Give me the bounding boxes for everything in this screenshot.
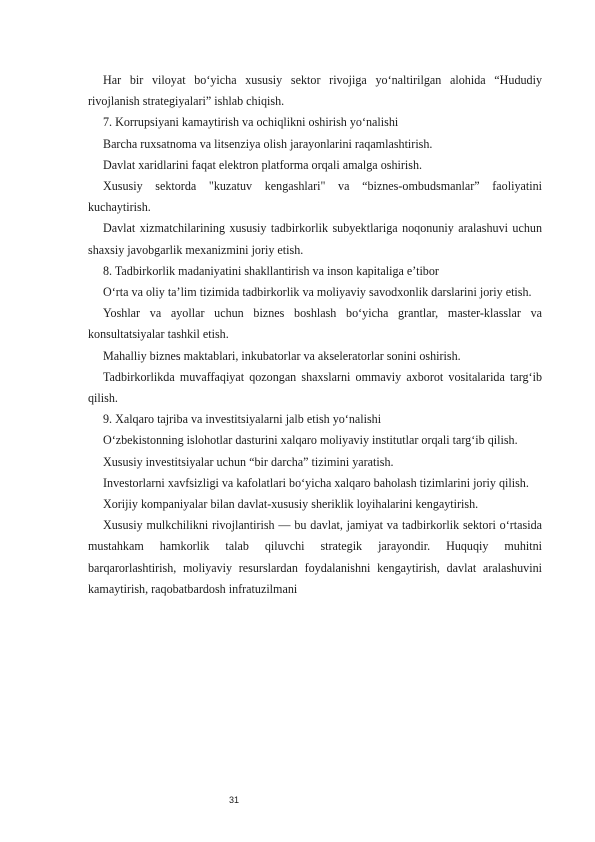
paragraph-regional-strategies: Har bir viloyat bo‘yicha xususiy sektor rivojiga yo‘naltirilgan alohida “Hududiy rivojlanish strategiyalari” ishlab chiqish.	[88, 73, 542, 109]
section-heading-8: 8. Tadbirkorlik madaniyatini shakllantirish va inson kapitaliga e’tibor	[103, 263, 439, 278]
paragraph-one-window: Xususiy investitsiyalar uchun “bir darcha” tizimini yaratish.	[103, 454, 394, 469]
section-heading-7: 7. Korrupsiyani kamaytirish va ochiqlikni oshirish yo‘nalishi	[103, 115, 399, 130]
paragraph-business-schools: Mahalliy biznes maktablari, inkubatorlar va akseleratorlar sonini oshirish.	[103, 348, 461, 363]
paragraph-conclusion: Xususiy mulkchilikni rivojlantirish — bu davlat, jamiyat va tadbirkorlik sektori o‘rtasida mustahkam hamkorlik talab qiluvchi strategik jarayondir. Huquqiy muhitni barqarorlashtirish, moliyaviy resurslardan foydalanishni kengaytirish, davlat aralashuvini kamaytirish, raqobatbardosh infratuzilmani	[88, 518, 542, 596]
paragraph-education-literacy: O‘rta va oliy ta’lim tizimida tadbirkorlik va moliyaviy savodxonlik darslarini joriy etish.	[103, 285, 532, 300]
document-body	[88, 70, 542, 600]
paragraph-electronic-procurement: Davlat xaridlarini faqat elektron platforma orqali amalga oshirish.	[103, 157, 423, 172]
page-number: 31	[229, 795, 240, 805]
paragraph-media-promotion: Tadbirkorlikda muvaffaqiyat qozongan shaxslarni ommaviy axborot vositalarida targ‘ib qilish.	[88, 369, 542, 406]
paragraph-youth-women-grants: Yoshlar va ayollar uchun biznes boshlash bo‘yicha grantlar, master-klasslar va konsultatsiyalar tashkil etish.	[88, 306, 542, 342]
paragraph-reform-promotion: O‘zbekistonning islohotlar dasturini xalqaro moliyaviy institutlar orqali targ‘ib qilish.	[103, 433, 518, 448]
paragraph-personal-liability: Davlat xizmatchilarining xususiy tadbirkorlik subyektlariga noqonuniy aralashuvi uchun shaxsiy javobgarlik mexanizmini joriy etish.	[88, 221, 542, 257]
paragraph-investor-assessment: Investorlarni xavfsizligi va kafolatlari bo‘yicha xalqaro baholash tizimlarini joriy qilish.	[103, 475, 529, 490]
section-heading-9: 9. Xalqaro tajriba va investitsiyalarni jalb etish yo‘nalishi	[103, 412, 382, 427]
paragraph-digitize-permits: Barcha ruxsatnoma va litsenziya olish jarayonlarini raqamlashtirish.	[103, 136, 433, 151]
paragraph-ppp-projects: Xorijiy kompaniyalar bilan davlat-xususiy sheriklik loyihalarini kengaytirish.	[103, 497, 479, 512]
paragraph-supervisory-boards: Xususiy sektorda "kuzatuv kengashlari" va “biznes-ombudsmanlar” faoliyatini kuchaytirish.	[88, 179, 542, 215]
